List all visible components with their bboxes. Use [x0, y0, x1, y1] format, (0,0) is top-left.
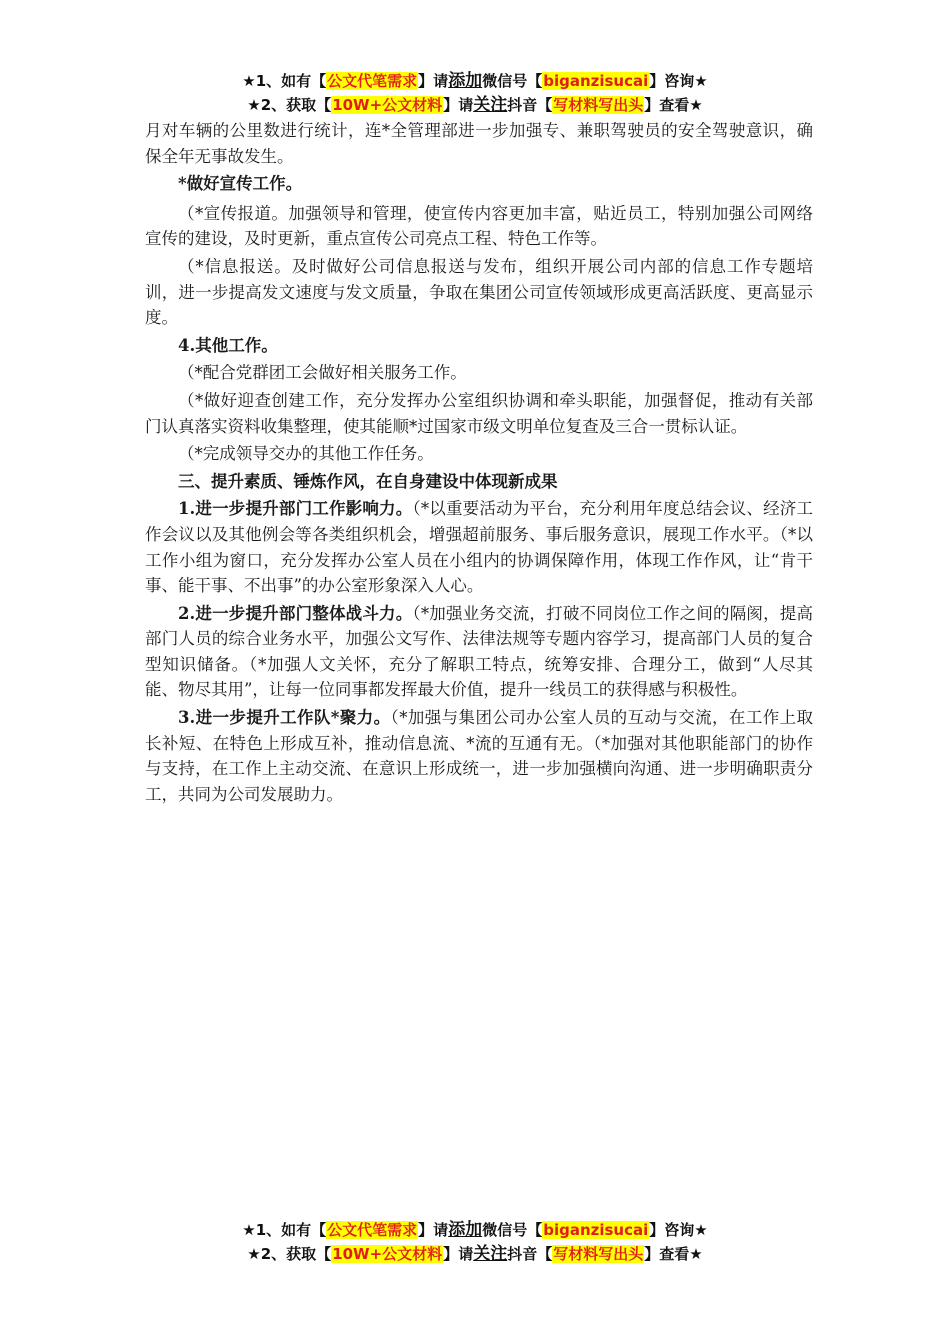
- highlight-douyin-id: 写材料写出头: [553, 96, 644, 114]
- banner-text: ★1、如有【: [242, 1221, 327, 1239]
- banner-text: ★2、获取【: [247, 96, 332, 114]
- highlight-materials: 10W+公文材料: [332, 96, 443, 114]
- banner-text: 】请: [443, 1245, 474, 1263]
- banner-text: 】查看★: [644, 1245, 703, 1263]
- paragraph-teamwork: [145, 601, 813, 703]
- banner-line-2: [0, 93, 950, 117]
- paragraph-publicity-report: （*宣传报道。加强领导和管理，使宣传内容更加丰富，贴近员工，特别加强公司网络宣传的建设，及时更新，重点宣传公司亮点工程、特色工作等。: [145, 203, 813, 249]
- highlight-wechat-id: biganzisucai: [543, 72, 649, 90]
- heading-publicity: *做好宣传工作。: [178, 174, 303, 194]
- heading-other-work: 4.其他工作。: [178, 335, 278, 355]
- banner-text: 抖音【: [507, 1245, 553, 1263]
- banner-emphasis: 关注: [473, 95, 508, 115]
- banner-text: 】咨询★: [649, 1221, 708, 1239]
- banner-text: ★1、如有【: [242, 72, 327, 90]
- paragraph-influence: [145, 496, 813, 598]
- banner-text: 】请: [443, 96, 474, 114]
- banner-text: 】请: [418, 72, 449, 90]
- text-cohesion: （*加强与集团公司办公室人员的互动与交流，在工作上取长补短、在特色上形成互补，推动信息流、*流的互通有无。（*加强对其他职能部门的协作与支持，在工作上主动交流、在意识上形成统一，进一步加强横向沟通、进一步明确职责分工，共同为公司发展助力。: [145, 708, 814, 804]
- bottom-banner: [0, 1218, 950, 1266]
- document-body: [145, 118, 813, 807]
- banner-line-2: [0, 1242, 950, 1266]
- highlight-service: 公文代笔需求: [327, 1221, 418, 1239]
- highlight-douyin-id: 写材料写出头: [553, 1245, 644, 1263]
- text-teamwork: （*加强业务交流，打破不同岗位工作之间的隔阂，提高部门人员的综合业务水平，加强公文写作、法律法规等专题内容学习，提高部门人员的复合型知识储备。（*加强人文关怀，充分了解职工特点，统筹安排、合理分工，做到“人尽其能、物尽其用”，让每一位同事都发挥最大价值，提升一线员工的获得感与积极性。: [145, 603, 813, 700]
- banner-text: 微信号【: [482, 72, 543, 90]
- subheading-teamwork: 2.进一步提升部门整体战斗力。: [178, 603, 413, 623]
- paragraph-cohesion: [145, 705, 813, 807]
- subheading-cohesion: 3.进一步提升工作队*聚力。: [178, 708, 391, 728]
- heading-section-three: 三、提升素质、锤炼作风，在自身建设中体现新成果: [178, 471, 558, 491]
- top-banner: [0, 69, 950, 117]
- highlight-materials: 10W+公文材料: [332, 1245, 443, 1263]
- subheading-influence: 1.进一步提升部门工作影响力。: [178, 499, 413, 519]
- banner-text: 抖音【: [507, 96, 553, 114]
- text-influence: （*以重要活动为平台，充分利用年度总结会议、经济工作会议以及其他例会等各类组织机会，增强超前服务、事后服务意识，展现工作水平。（*以工作小组为窗口，充分发挥办公室人员在小组内的协调保障作用，体现工作作风，让“肯干事、能干事、不出事”的办公室形象深入人心。: [145, 499, 813, 596]
- banner-emphasis: 添加: [448, 1220, 483, 1240]
- highlight-wechat-id: biganzisucai: [543, 1221, 649, 1239]
- banner-text: 】查看★: [644, 96, 703, 114]
- banner-line-1: [0, 69, 950, 93]
- banner-line-1: [0, 1218, 950, 1242]
- banner-emphasis: 添加: [448, 71, 483, 91]
- paragraph-inspection: （*做好迎查创建工作，充分发挥办公室组织协调和牵头职能，加强督促，推动有关部门认真落实资料收集整理，使其能顺*过国家市级文明单位复查及三合一贯标认证。: [145, 390, 813, 436]
- paragraph-vehicle: 月对车辆的公里数进行统计，连*全管理部进一步加强专、兼职驾驶员的安全驾驶意识，确保全年无事故发生。: [145, 121, 813, 166]
- banner-text: 】咨询★: [649, 72, 708, 90]
- banner-emphasis: 关注: [473, 1244, 508, 1264]
- banner-text: ★2、获取【: [247, 1245, 332, 1263]
- paragraph-info-report: （*信息报送。及时做好公司信息报送与发布，组织开展公司内部的信息工作专题培训，进一步提高发文速度与发文质量，争取在集团公司宣传领域形成更高活跃度、更高显示度。: [145, 256, 813, 328]
- banner-text: 】请: [418, 1221, 449, 1239]
- banner-text: 微信号【: [482, 1221, 543, 1239]
- paragraph-leader-tasks: （*完成领导交办的其他工作任务。: [178, 444, 434, 464]
- paragraph-party-service: （*配合党群团工会做好相关服务工作。: [178, 363, 467, 383]
- highlight-service: 公文代笔需求: [327, 72, 418, 90]
